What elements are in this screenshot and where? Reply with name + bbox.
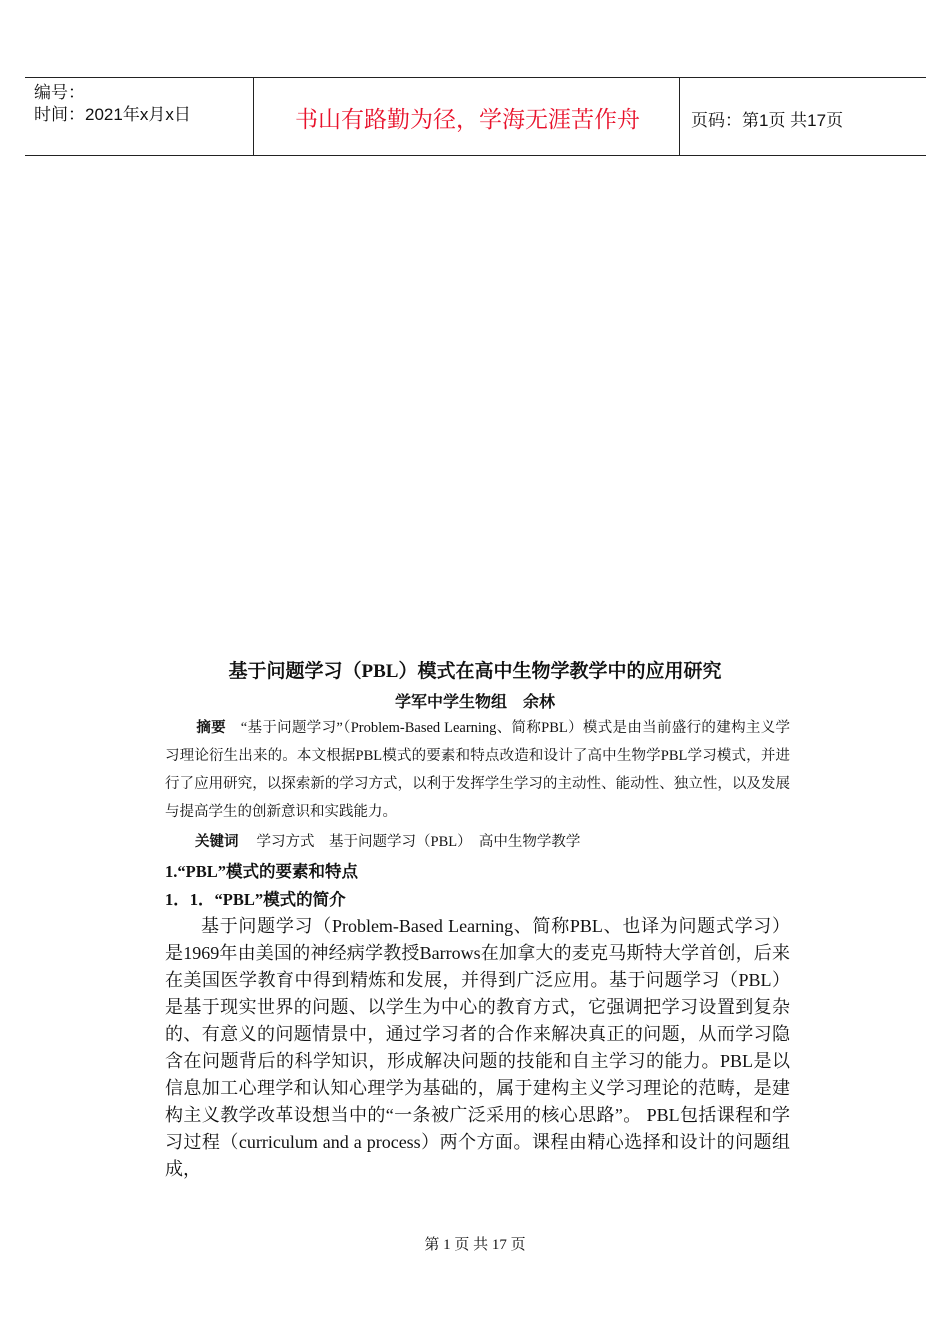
abstract-label: 摘要 — [196, 720, 226, 736]
abstract-text: “基于问题学习”（Problem-Based Learning、简称PBL）模式是由当前盛行的建构主义学习理论衍生出来的。本文根据PBL模式的要素和特点改造和设计了高中生物学PBL学习模式，并进行了应用研究，以探索新的学习方式，以利于发挥学生学习的主动性、能动性、独立性，以及发展与提高学生的创新意识和实践能力。 — [165, 720, 791, 820]
header-top-rule — [25, 77, 926, 78]
keywords-line — [195, 830, 580, 851]
header-divider-left — [253, 78, 254, 155]
header-page-info: 页码：第1页 共17页 — [691, 111, 844, 130]
page-footer: 第 1 页 共 17 页 — [424, 1237, 526, 1253]
section-heading-1: 1.“PBL”模式的要素和特点 — [165, 862, 358, 881]
keywords-label: 关键词 — [195, 834, 239, 850]
header-motto: 书山有路勤为径，学海无涯苦作舟 — [295, 107, 640, 133]
time-label: 时间：2021年x月x日 — [34, 105, 191, 124]
article-author: 学军中学生物组 余林 — [394, 694, 555, 711]
serial-label: 编号： — [34, 83, 85, 102]
section-heading-1-1: 1．1．“PBL”模式的简介 — [165, 890, 346, 909]
keywords-text: 学习方式 基于问题学习（PBL） 高中生物学教学 — [256, 834, 581, 850]
abstract-paragraph — [165, 714, 790, 826]
header-bottom-rule — [25, 155, 926, 156]
article-title: 基于问题学习（PBL）模式在高中生物学教学中的应用研究 — [228, 661, 722, 682]
header-meta — [34, 82, 191, 126]
body-paragraph: 基于问题学习（Problem-Based Learning、简称PBL、也译为问题式学习）是1969年由美国的神经病学教授Barrows在加拿大的麦克马斯特大学首创，后来在美国医学教育中得到精炼和发展，并得到广泛应用。基于问题学习（PBL）是基于现实世界的问题、以学生为中心的教育方式，它强调把学习设置到复杂的、有意义的问题情景中，通过学习者的合作来解决真正的问题，从而学习隐含在问题背后的科学知识，形成解决问题的技能和自主学习的能力。PBL是以信息加工心理学和认知心理学为基础的，属于建构主义学习理论的范畴，是建构主义教学改革设想当中的“一条被广泛采用的核心思路”。 PBL包括课程和学习过程（curriculum and a process）两个方面。课程由精心选择和设计的问题组成， — [165, 916, 790, 1179]
